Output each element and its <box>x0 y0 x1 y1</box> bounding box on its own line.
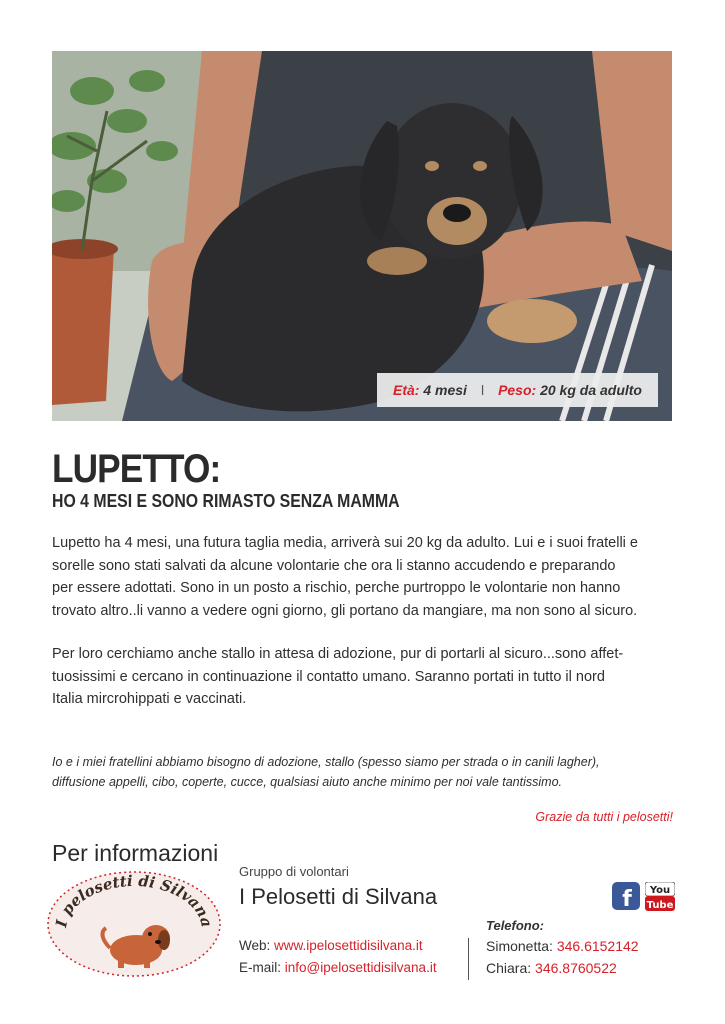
info-heading: Per informazioni <box>52 840 219 866</box>
text-line: trovato altro..li vanno a vedere ogni giorno, gli portano da mangiare, ma non sono al sicuro. <box>52 602 638 619</box>
dog-photo <box>52 51 672 421</box>
thanks-note: Grazie da tutti i pelosetti! <box>535 810 673 824</box>
appeal-paragraph <box>52 752 692 792</box>
facebook-icon[interactable] <box>612 882 640 910</box>
text-line: per essere adottati. Sono in un posto a rischio, perche purtroppo le volontarie non hanno <box>52 580 621 596</box>
phone-number[interactable]: 346.8760522 <box>535 960 617 976</box>
text-line: Per loro cerchiamo anche stallo in attesa di adozione, pur di portarli al sicuro...sono affet- <box>52 646 624 662</box>
email-link[interactable]: info@ipelosettidisilvana.it <box>284 960 437 975</box>
age-value: 4 mesi <box>423 382 467 398</box>
youtube-bottom-text: Tube <box>646 900 674 911</box>
logo-text: I pelosetti di Silvana <box>52 871 216 929</box>
weight-value: 20 kg da adulto <box>540 382 642 398</box>
text-line: Lupetto ha 4 mesi, una futura taglia media, arriverà sui 20 kg da adulto. Lui e i suoi fratelli e <box>52 535 638 551</box>
email-label: E-mail: <box>239 960 282 975</box>
weight-label: Peso: <box>498 382 537 398</box>
facebook-glyph: f <box>622 887 632 910</box>
phone-heading: Telefono: <box>486 918 545 933</box>
page-subtitle: HO 4 MESI E SONO RIMASTO SENZA MAMMA <box>52 491 400 511</box>
description-paragraph-1 <box>52 532 692 622</box>
badge-separator: l <box>480 382 485 398</box>
dog-facts-badge <box>377 373 658 407</box>
web-link[interactable]: www.ipelosettidisilvana.it <box>274 938 423 953</box>
phone-name: Simonetta: <box>486 938 553 954</box>
phone-name: Chiara: <box>486 960 532 976</box>
web-label: Web: <box>239 938 271 953</box>
text-line: Io e i miei fratellini abbiamo bisogno di adozione, stallo (spesso siamo per strada o in canili lagher), <box>52 755 600 769</box>
text-line: diffusione appelli, cibo, coperte, cucce, qualsiasi aiuto anche minimo per noi vale tantissimo. <box>52 775 562 789</box>
contact-divider <box>468 938 469 980</box>
phone-line-simonetta <box>486 938 639 954</box>
web-line <box>239 938 423 953</box>
pelosetti-logo <box>44 868 224 980</box>
text-line: tuosissimi e cercano in continuazione il contatto umano. Saranno portati in tutto il nord <box>52 668 605 685</box>
text-line: Italia mircrohippati e vaccinati. <box>52 691 247 707</box>
photo-illustration <box>52 51 672 421</box>
description-paragraph-2 <box>52 643 692 711</box>
phone-line-chiara <box>486 960 617 976</box>
group-name: I Pelosetti di Silvana <box>239 884 438 909</box>
email-line <box>239 960 437 975</box>
phone-number[interactable]: 346.6152142 <box>556 938 639 954</box>
page-title: LUPETTO: <box>52 447 221 491</box>
age-label: Età: <box>393 382 420 398</box>
text-line: sorelle sono stati salvati da alcune volontarie che ora li stanno accudendo e preparando <box>52 557 616 574</box>
group-label: Gruppo di volontari <box>239 864 349 879</box>
youtube-icon[interactable] <box>645 882 675 912</box>
youtube-top-text: You <box>649 885 671 896</box>
